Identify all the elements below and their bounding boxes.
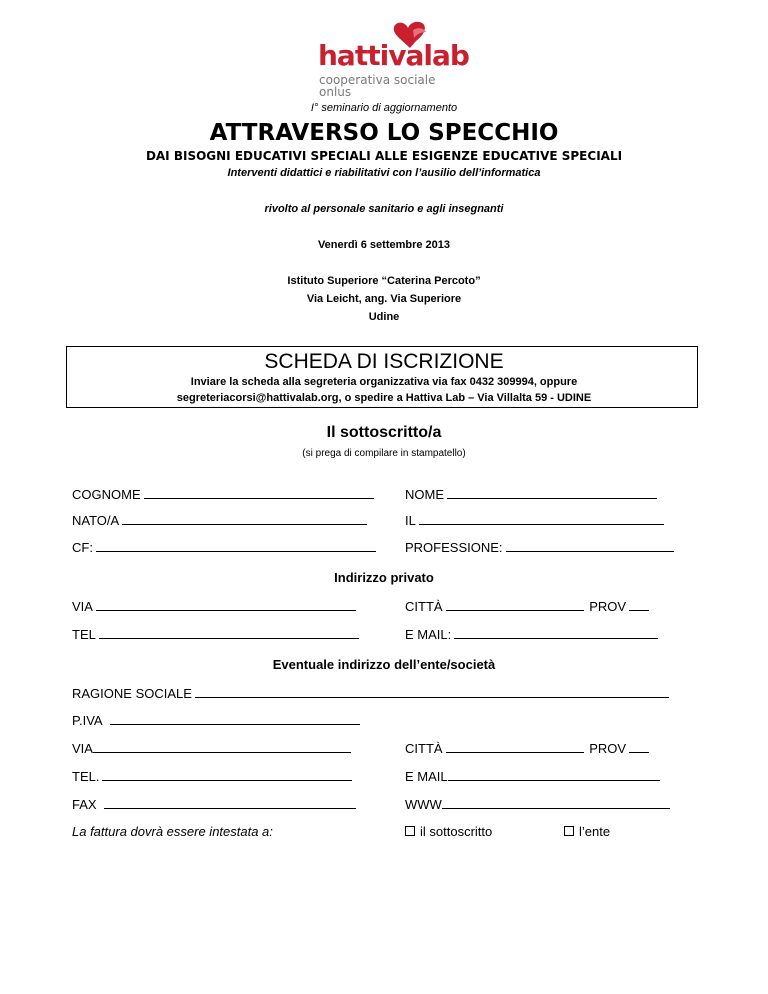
tel2-input-line[interactable] bbox=[102, 768, 352, 781]
professione-input-line[interactable] bbox=[506, 539, 674, 552]
logo-wordmark: hattivalab bbox=[318, 39, 469, 72]
piva-input-line[interactable] bbox=[110, 712, 360, 725]
cf-field[interactable] bbox=[72, 539, 376, 554]
citta-prov-field[interactable] bbox=[405, 598, 649, 613]
logo bbox=[318, 20, 469, 99]
nome-input-line[interactable] bbox=[447, 486, 657, 499]
tel2-label: TEL. bbox=[72, 769, 100, 784]
private-address-heading: Indirizzo privato bbox=[334, 570, 434, 585]
fax-field[interactable] bbox=[72, 796, 356, 811]
registration-title: SCHEDA DI ISCRIZIONE bbox=[264, 350, 504, 373]
event-date: Venerdì 6 settembre 2013 bbox=[317, 239, 451, 251]
venue-line3: Udine bbox=[368, 311, 400, 323]
il-input-line[interactable] bbox=[419, 512, 664, 525]
il-label: IL bbox=[405, 513, 416, 528]
prov-label: PROV bbox=[589, 599, 627, 614]
option-org[interactable] bbox=[564, 825, 610, 838]
citta2-input-line[interactable] bbox=[446, 740, 584, 753]
prov-input-line[interactable] bbox=[629, 598, 649, 611]
ragione-sociale-input-line[interactable] bbox=[195, 685, 669, 698]
instructions-line2: segreteriacorsi@hattivalab.org, o spedire a Hattiva Lab – Via Villalta 59 - UDINE bbox=[176, 392, 592, 404]
fax-input-line[interactable] bbox=[104, 796, 356, 809]
via-field[interactable] bbox=[72, 598, 356, 613]
cf-input-line[interactable] bbox=[96, 539, 376, 552]
option-self[interactable] bbox=[405, 825, 492, 838]
email2-input-line[interactable] bbox=[448, 768, 660, 781]
page-title: ATTRAVERSO LO SPECCHIO bbox=[209, 120, 559, 146]
page-subtitle: DAI BISOGNI EDUCATIVI SPECIALI ALLE ESIGENZE EDUCATIVE SPECIALI bbox=[145, 149, 623, 163]
nome-field[interactable] bbox=[405, 486, 657, 501]
nato-field[interactable] bbox=[72, 512, 367, 527]
citta-input-line[interactable] bbox=[446, 598, 584, 611]
email2-field[interactable] bbox=[405, 768, 660, 783]
email-field[interactable] bbox=[405, 626, 658, 641]
www-field[interactable] bbox=[405, 796, 670, 811]
invoice-label: La fattura dovrà essere intestata a: bbox=[72, 824, 273, 839]
tel-input-line[interactable] bbox=[99, 626, 359, 639]
email2-label: E MAIL bbox=[405, 769, 448, 784]
nato-label: NATO/A bbox=[72, 513, 120, 528]
piva-field[interactable] bbox=[72, 712, 360, 727]
company-address-heading: Eventuale indirizzo dell’ente/società bbox=[272, 657, 496, 672]
instructions-line1: Inviare la scheda alla segreteria organizzativa via fax 0432 309994, oppure bbox=[190, 376, 578, 388]
via-label: VIA bbox=[72, 599, 93, 614]
option-self-label: il sottoscritto bbox=[420, 824, 493, 839]
citta-label: CITTÀ bbox=[405, 599, 443, 614]
cognome-input-line[interactable] bbox=[144, 486, 374, 499]
via2-field[interactable] bbox=[72, 740, 351, 755]
checkbox-org-icon[interactable] bbox=[564, 826, 574, 836]
email-input-line[interactable] bbox=[454, 626, 658, 639]
email-label: E MAIL: bbox=[405, 627, 452, 642]
citta2-label: CITTÀ bbox=[405, 741, 443, 756]
prov2-label: PROV bbox=[589, 741, 627, 756]
seminar-label: I° seminario di aggiornamento bbox=[310, 102, 458, 114]
cognome-field[interactable] bbox=[72, 486, 374, 501]
tel-field[interactable] bbox=[72, 626, 359, 641]
audience: rivolto al personale sanitario e agli insegnanti bbox=[264, 203, 504, 215]
logo-tagline: cooperativa sociale onlus bbox=[319, 73, 436, 99]
tel-label: TEL bbox=[72, 627, 96, 642]
nome-label: NOME bbox=[405, 487, 444, 502]
citta2-prov2-field[interactable] bbox=[405, 740, 649, 755]
form-note: (si prega di compilare in stampatello) bbox=[302, 448, 466, 459]
via-input-line[interactable] bbox=[96, 598, 356, 611]
form-heading: Il sottoscritto/a bbox=[326, 424, 442, 441]
prov2-input-line[interactable] bbox=[629, 740, 649, 753]
via2-label: VIA bbox=[72, 741, 93, 756]
venue-line2: Via Leicht, ang. Via Superiore bbox=[306, 293, 462, 305]
www-input-line[interactable] bbox=[442, 796, 670, 809]
tel2-field[interactable] bbox=[72, 768, 352, 783]
www-label: WWW bbox=[405, 797, 442, 812]
professione-field[interactable] bbox=[405, 539, 674, 554]
option-org-label: l’ente bbox=[579, 824, 611, 839]
ragione-sociale-label: RAGIONE SOCIALE bbox=[72, 686, 192, 701]
professione-label: PROFESSIONE: bbox=[405, 540, 503, 555]
cf-label: CF: bbox=[72, 540, 93, 555]
fax-label: FAX bbox=[72, 797, 97, 812]
ragione-sociale-field[interactable] bbox=[72, 685, 669, 700]
cognome-label: COGNOME bbox=[72, 487, 141, 502]
tagline: Interventi didattici e riabilitativi con l’ausilio dell’informatica bbox=[227, 167, 541, 179]
venue-line1: Istituto Superiore “Caterina Percoto” bbox=[287, 275, 481, 287]
piva-label: P.IVA bbox=[72, 713, 103, 728]
via2-input-line[interactable] bbox=[93, 740, 351, 753]
il-field[interactable] bbox=[405, 512, 664, 527]
nato-input-line[interactable] bbox=[122, 512, 367, 525]
checkbox-self-icon[interactable] bbox=[405, 826, 415, 836]
